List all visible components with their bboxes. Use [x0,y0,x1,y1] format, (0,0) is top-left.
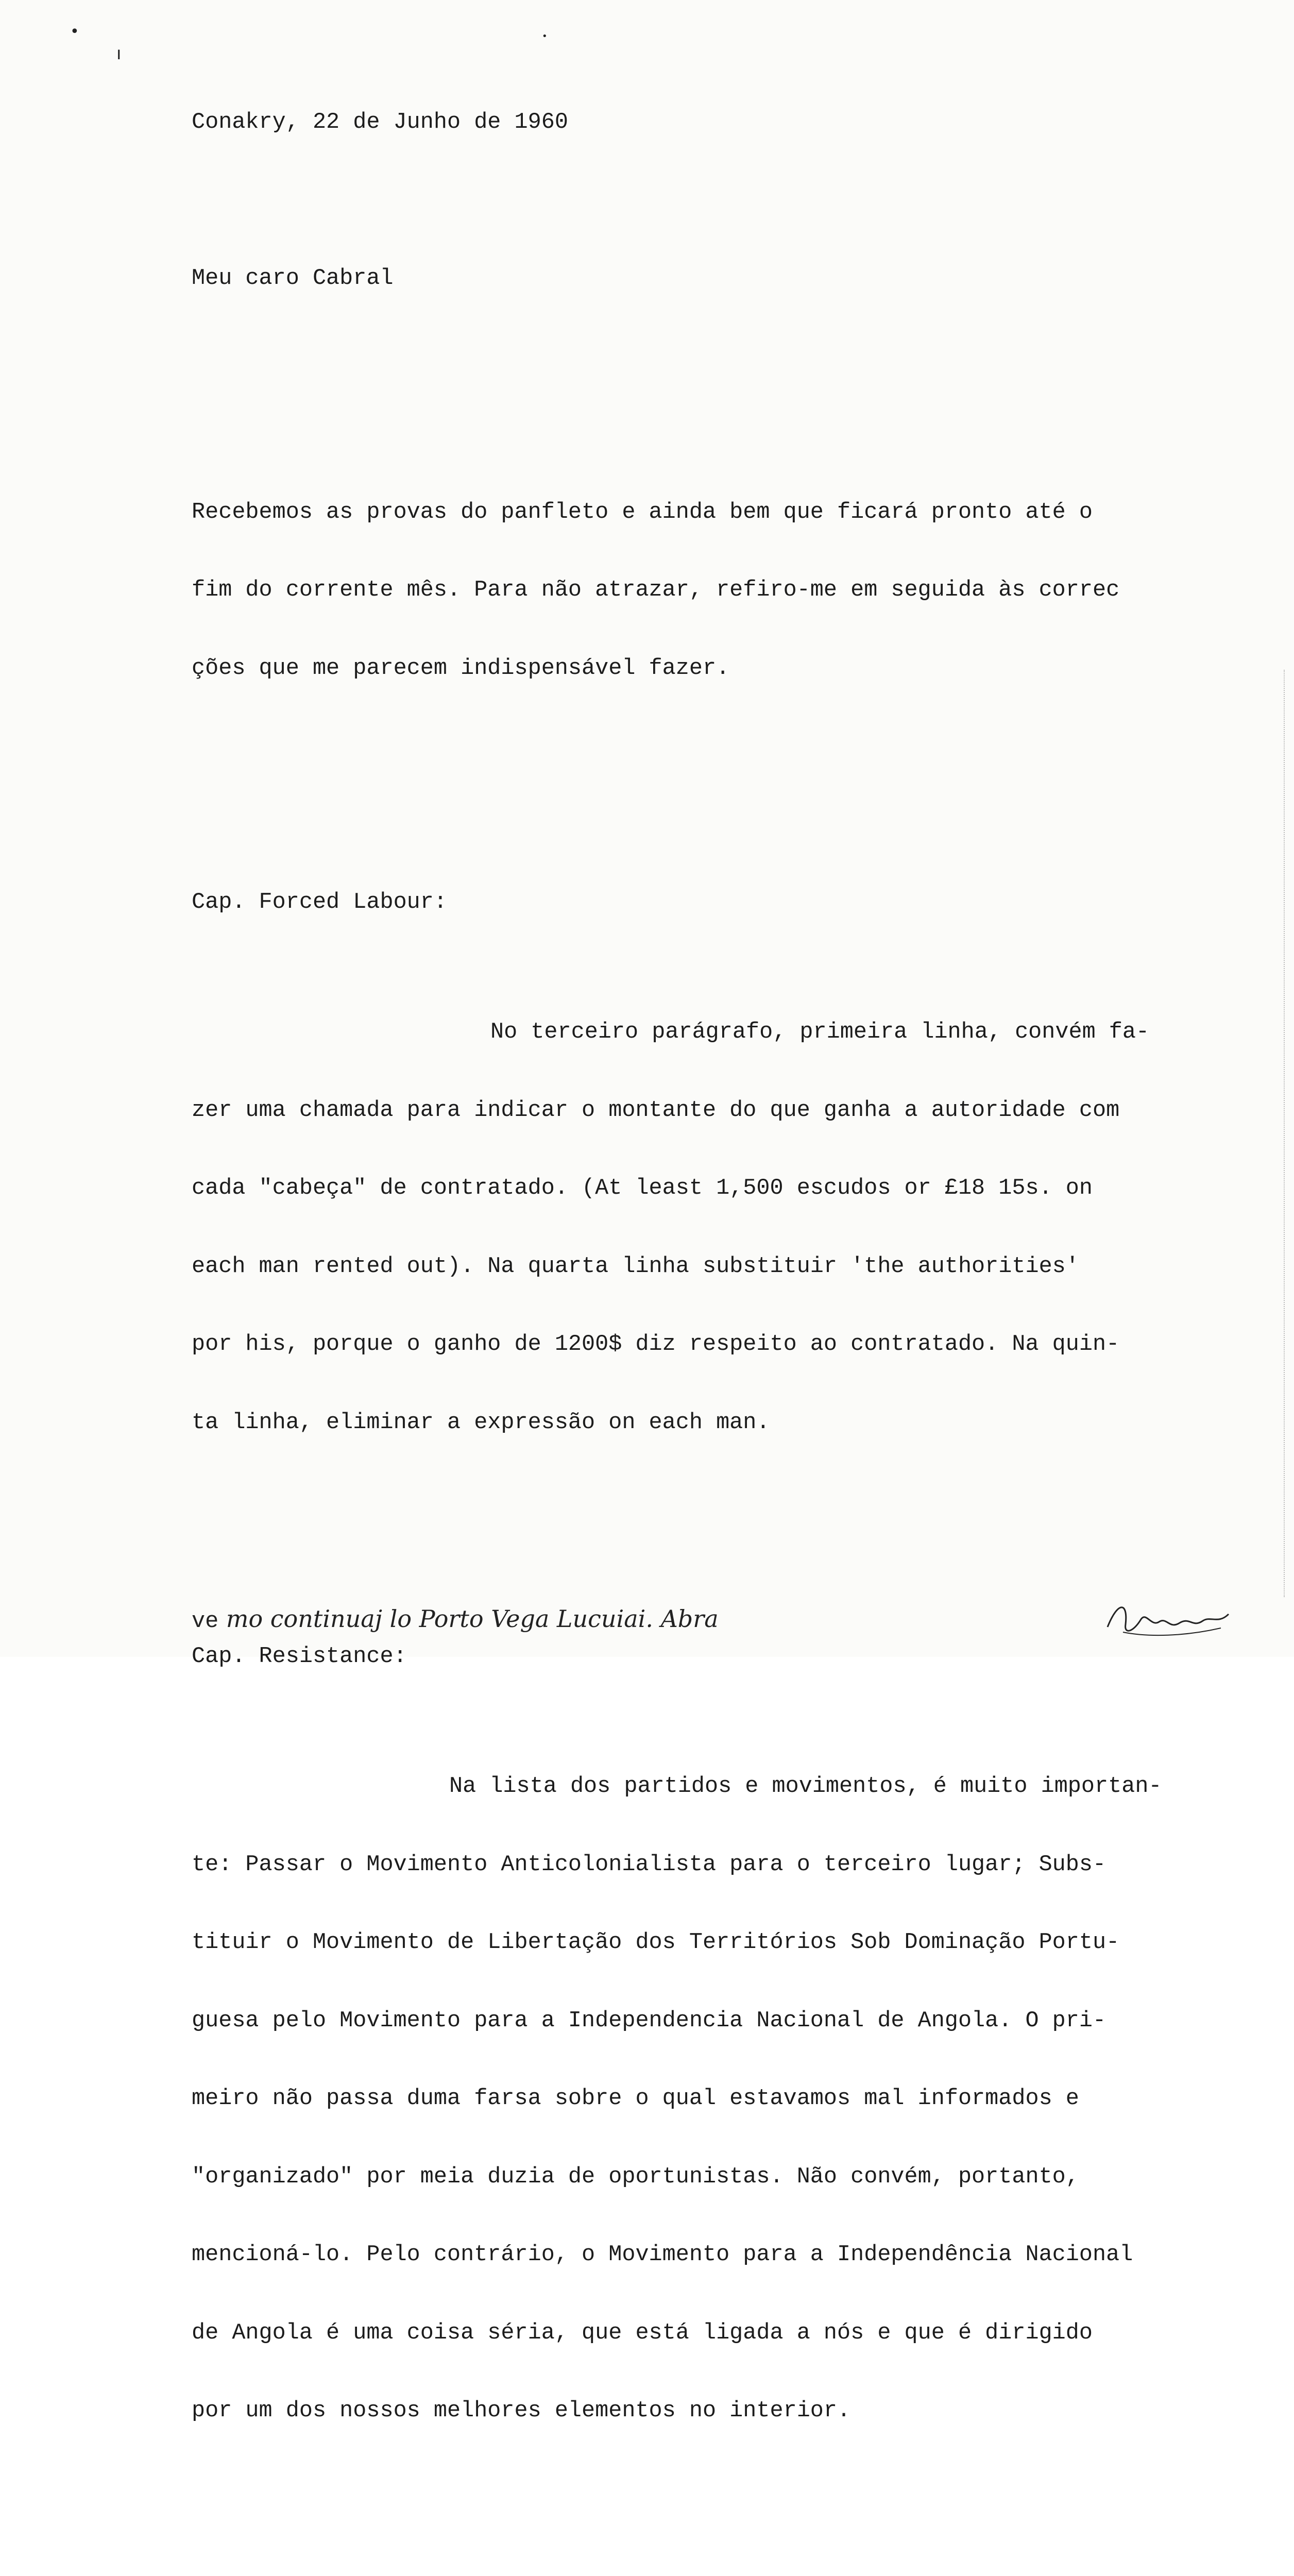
top-dot: • [542,31,548,42]
paragraph-resistance: Na lista dos partidos e movimentos, é muito importan- te: Passar o Movimento Anticolonialista para o terceiro lugar; Subs- tituir o Movimento de Libertação dos Territórios Sob Dominação Portu- guesa pelo Movimento para a Independencia Nacional de Angola. O pri- meiro não passa duma farsa sobre o qual estavamos mal informados e "organizado" por meia duzia de oportunistas. Não convém, portanto, mencioná-lo. Pelo contrário, o Movimento para a Independência Nacional de Angola é uma coisa séria, que está ligada a nós e que é dirigido por um dos nossos melhores elementos no interior. [192,1774,1162,2424]
right-edge-dots [1281,670,1285,1597]
margin-tick: ı [116,43,122,64]
punch-mark: • [70,23,79,41]
handwritten-text: mo continuaj lo Porto Vega Lucuiai. Abra [226,1605,719,1633]
paragraph-forced-labour: No terceiro parágrafo, primeira linha, convém fa- zer uma chamada para indicar o montante do que ganha a autoridade com cada "cabeça" de contratado. (At least 1,500 escudos or £18 15s. on each man rented out). Na quarta linha substituir 'the authorities' por his, porque o ganho de 1200$ diz respeito ao contratado. Na quin- ta linha, eliminar a expressão on each man. [192,1020,1150,1435]
letter-body [192,58,1279,2576]
paragraph-intro: Recebemos as provas do panfleto e ainda bem que ficará pronto até o fim do corrente mês. Para não atrazar, refiro-me em seguida às correc ções que me parecem indispensável fazer. [192,499,1120,681]
letter-salutation: Meu caro Cabral [192,265,394,291]
letter-date: Conakry, 22 de Junho de 1960 [192,110,568,135]
typed-fragment: ve [192,1609,219,1634]
section-heading-resistance: Cap. Resistance: [192,1643,407,1669]
section-heading-forced-labour: Cap. Forced Labour: [192,889,447,915]
signature [1102,1596,1236,1642]
